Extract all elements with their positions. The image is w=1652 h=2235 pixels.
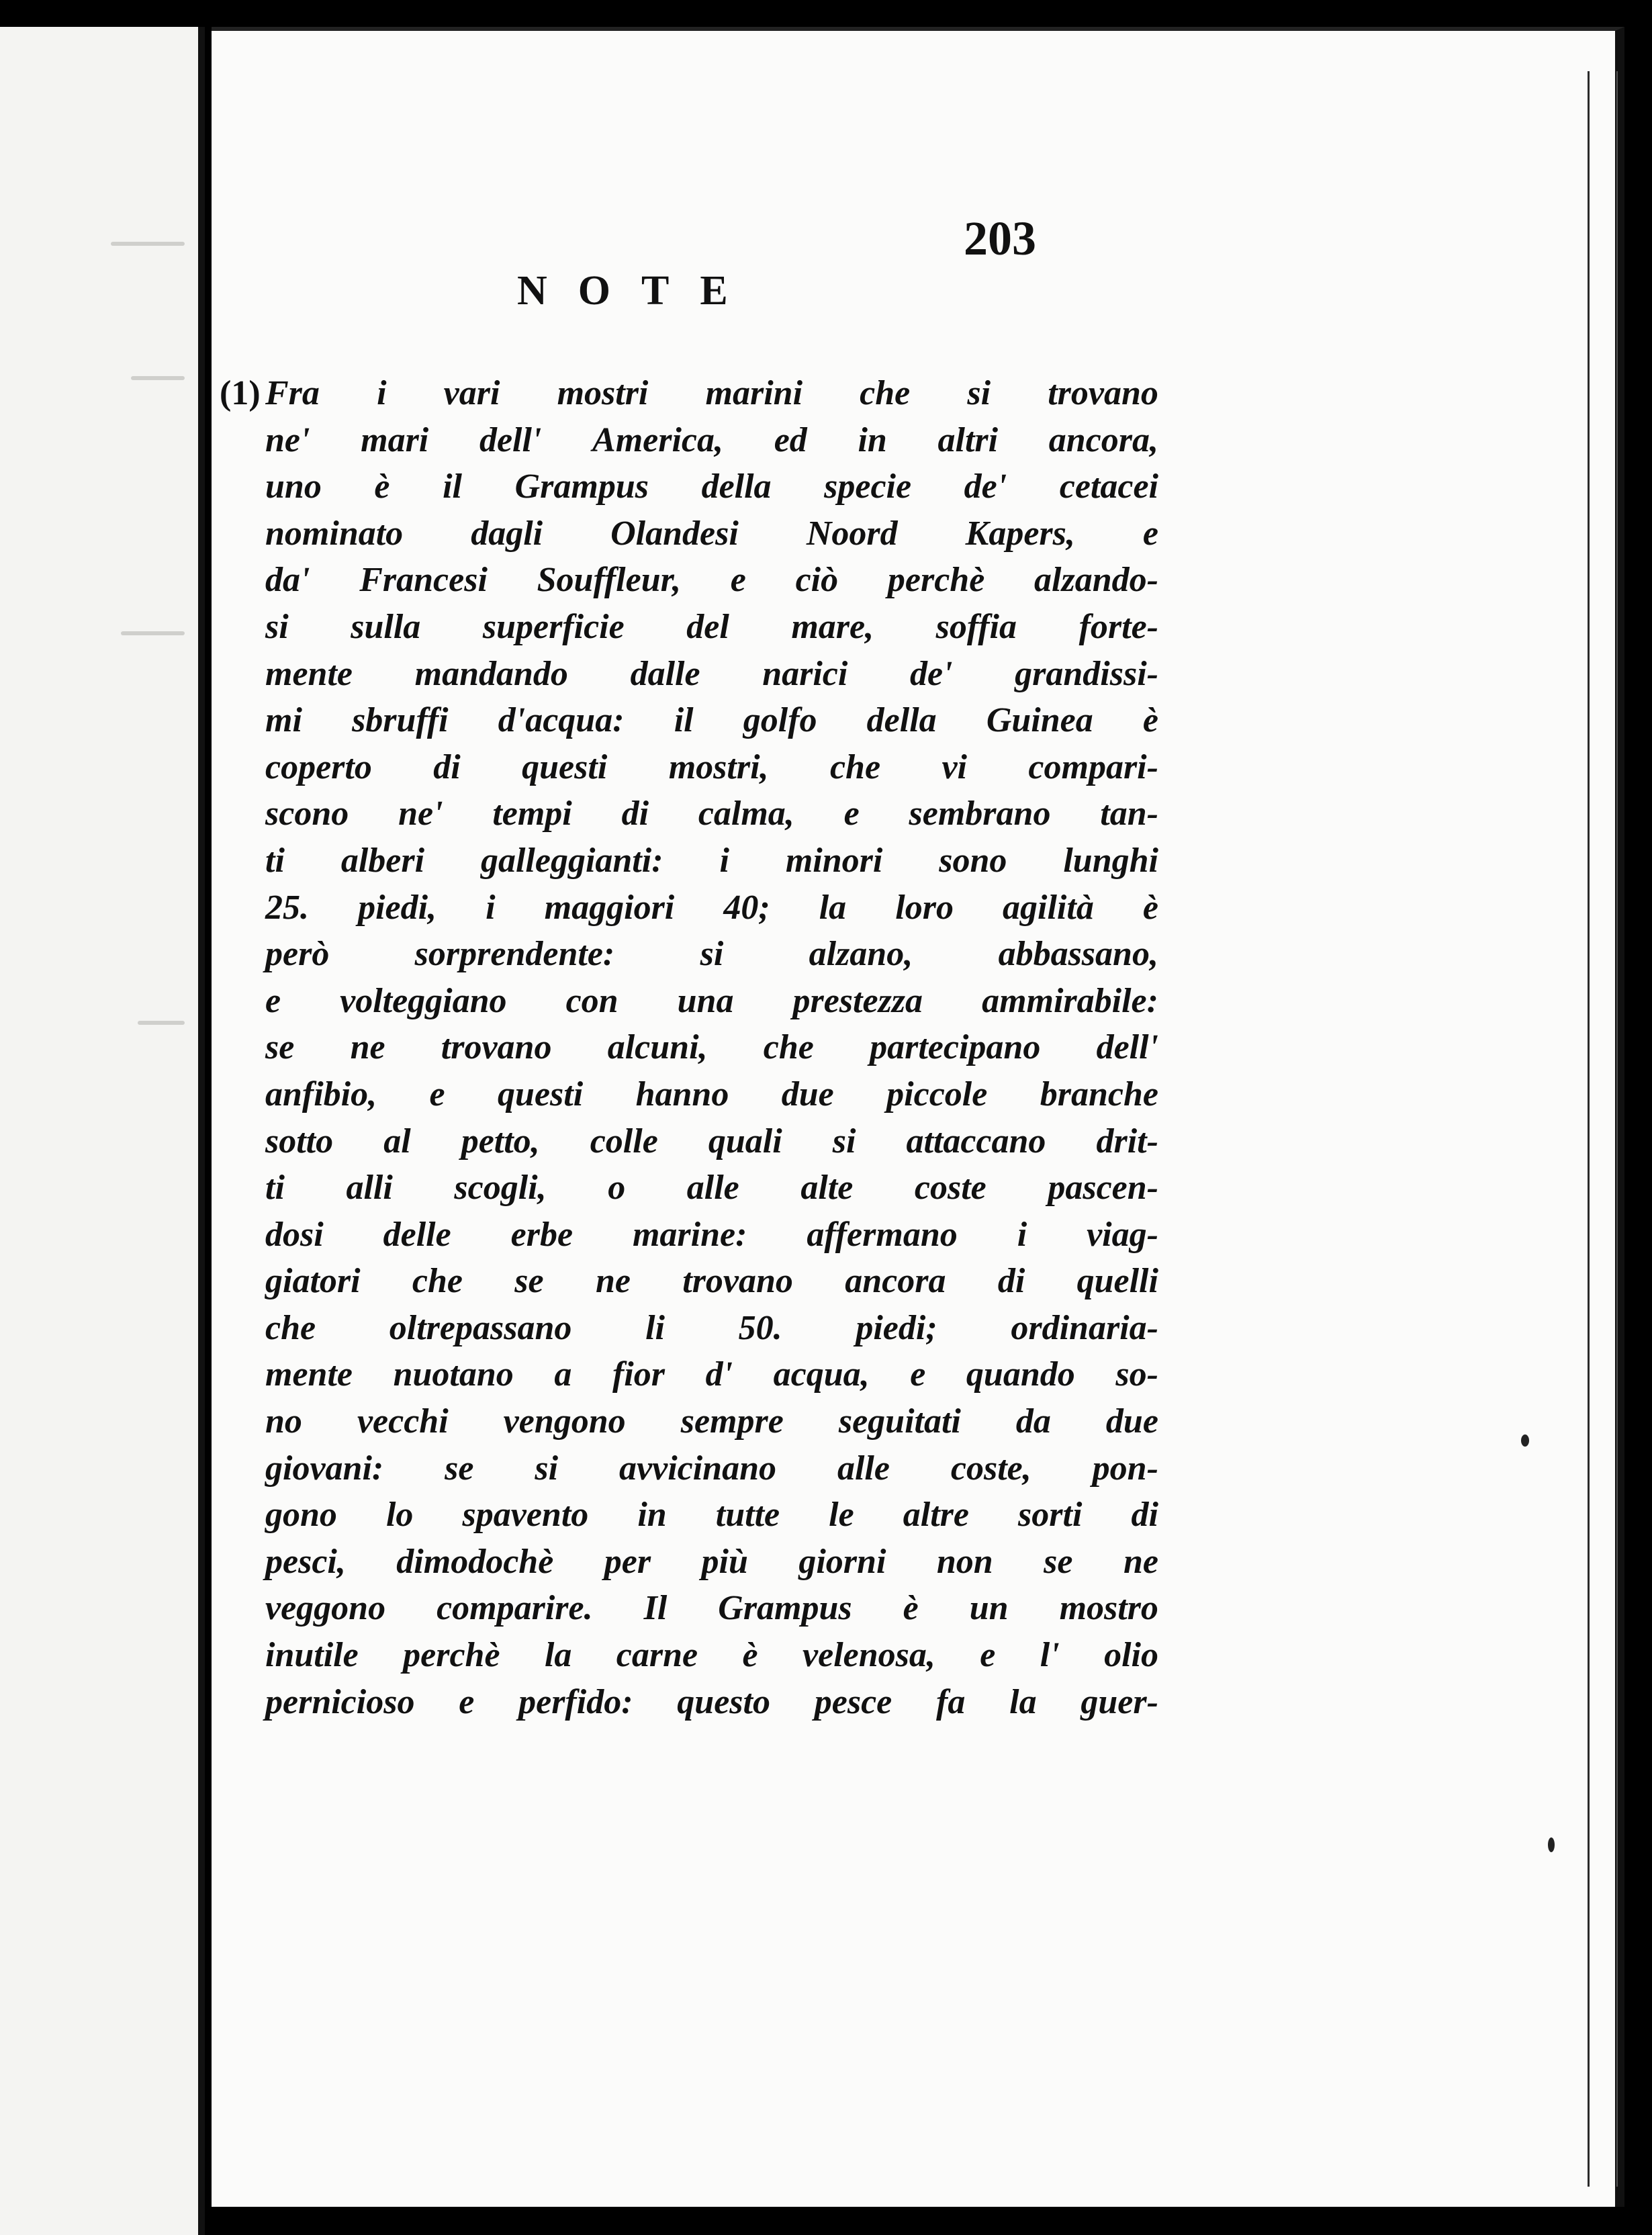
book-page xyxy=(212,27,1624,2207)
text-line: no vecchi vengono sempre seguitati da due xyxy=(265,1402,1158,1441)
text-line: si sulla superficie del mare, soffia forte- xyxy=(265,607,1158,646)
bleed-through-mark xyxy=(121,631,185,635)
note-marker: (1) xyxy=(220,374,261,412)
text-line: se ne trovano alcuni, che partecipano dell' xyxy=(265,1028,1158,1067)
text-line: da' Francesi Souffleur, e ciò perchè alzando- xyxy=(265,561,1158,600)
text-line: dosi delle erbe marine: affermano i viag- xyxy=(265,1215,1158,1254)
text-line: mente nuotano a fior d' acqua, e quando so- xyxy=(265,1355,1158,1394)
text-line: pernicioso e perfido: questo pesce fa la guer- xyxy=(265,1682,1158,1721)
text-line: pesci, dimodochè per più giorni non se ne xyxy=(265,1542,1158,1581)
text-line: veggono comparire. Il Grampus è un mostro xyxy=(265,1589,1158,1628)
bleed-through-mark xyxy=(138,1021,185,1025)
text-line: gono lo spavento in tutte le altre sorti di xyxy=(265,1496,1158,1535)
text-line: e volteggiano con una prestezza ammirabile: xyxy=(265,981,1158,1020)
note-text xyxy=(220,370,1158,1725)
section-heading: NOTE xyxy=(517,268,759,314)
text-line: giovani: se si avvicinano alle coste, pon- xyxy=(265,1449,1158,1488)
text-line: mente mandando dalle narici de' grandissi- xyxy=(265,654,1158,693)
page-number: 203 xyxy=(964,212,1036,265)
text-line: coperto di questi mostri, che vi compari- xyxy=(265,747,1158,786)
left-facing-page xyxy=(0,27,205,2235)
page-edge xyxy=(1588,71,1618,2187)
text-line: inutile perchè la carne è velenosa, e l' olio xyxy=(265,1636,1158,1675)
bleed-through-mark xyxy=(131,376,185,380)
text-line: mi sbruffi d'acqua: il golfo della Guinea è xyxy=(265,701,1158,740)
bleed-through-mark xyxy=(111,242,185,246)
text-line: sotto al petto, colle quali si attaccano drit- xyxy=(265,1122,1158,1160)
ink-speck xyxy=(1548,1837,1555,1852)
text-line: ti alli scogli, o alle alte coste pascen- xyxy=(265,1169,1158,1207)
text-line: Fra i vari mostri marini che si trovano xyxy=(265,374,1158,412)
text-line: che oltrepassano li 50. piedi; ordinaria- xyxy=(265,1308,1158,1347)
text-line: scono ne' tempi di calma, e sembrano tan- xyxy=(265,794,1158,833)
note-lines xyxy=(265,370,1158,1725)
text-line: ne' mari dell' America, ed in altri ancora, xyxy=(265,420,1158,459)
ink-speck xyxy=(1521,1434,1529,1447)
text-line: anfibio, e questi hanno due piccole branche xyxy=(265,1075,1158,1113)
text-line: giatori che se ne trovano ancora di quelli xyxy=(265,1262,1158,1301)
text-line: però sorprendente: si alzano, abbassano, xyxy=(265,935,1158,974)
text-line: 25. piedi, i maggiori 40; la loro agilità è xyxy=(265,888,1158,927)
text-line: nominato dagli Olandesi Noord Kapers, e xyxy=(265,514,1158,553)
text-line: uno è il Grampus della specie de' cetacei xyxy=(265,467,1158,506)
text-line: ti alberi galleggianti: i minori sono lunghi xyxy=(265,841,1158,880)
